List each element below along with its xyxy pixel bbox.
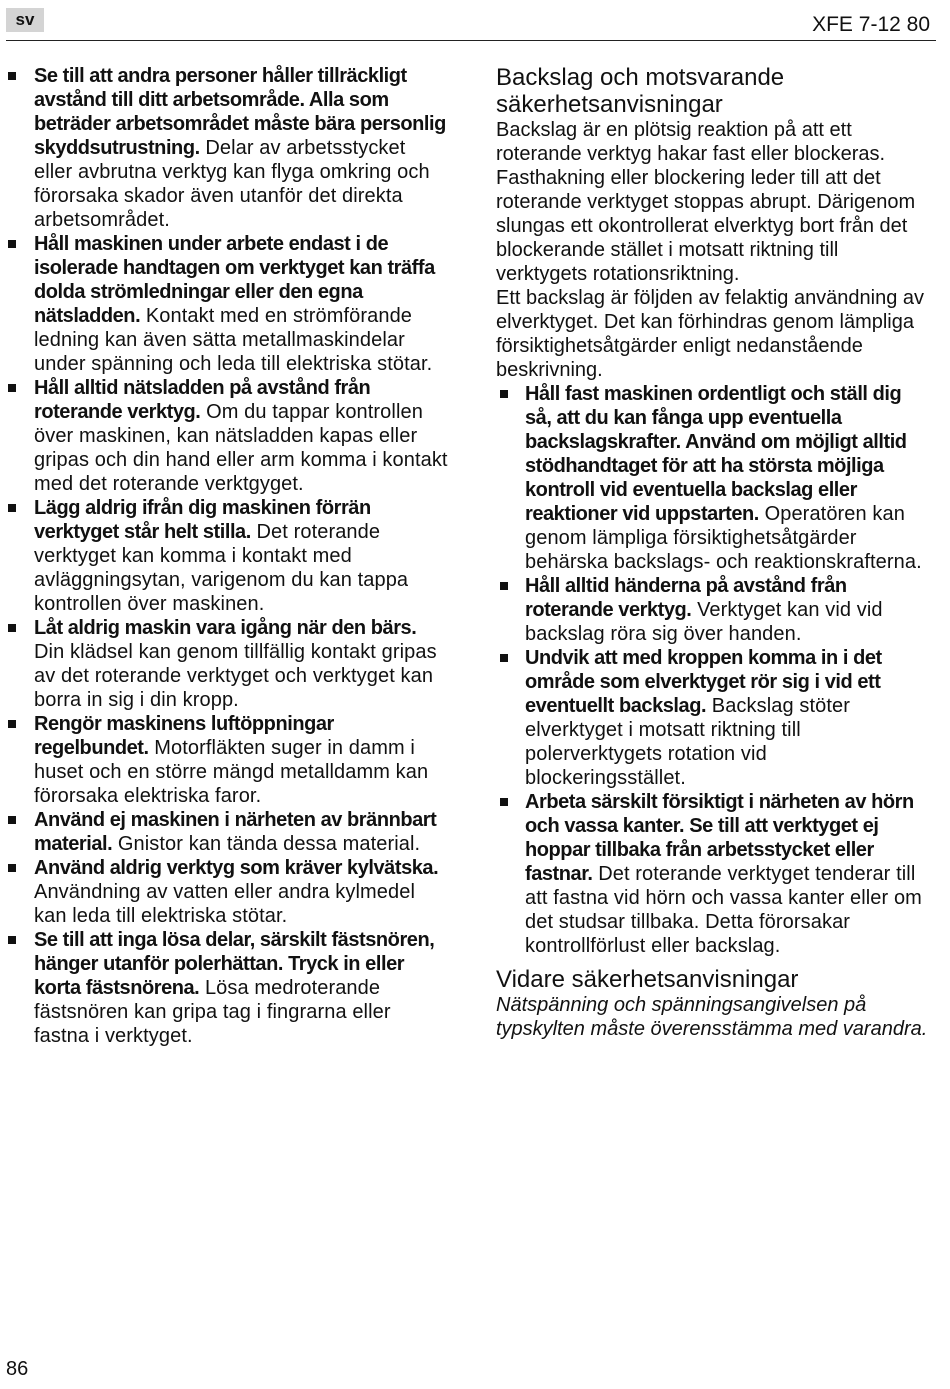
square-bullet-icon — [500, 654, 508, 662]
italic-note: Nätspänning och spänningsangivelsen på typskylten måste överensstämma med varandra. — [496, 994, 928, 1040]
square-bullet-icon — [8, 72, 16, 80]
square-bullet-icon — [8, 624, 16, 632]
square-bullet-icon — [8, 816, 16, 824]
page-number: 86 — [6, 1358, 29, 1380]
right-bullet-list — [496, 382, 932, 958]
list-item: Använd aldrig verktyg som kräver kylvätska. Användning av vatten eller andra kylmedel kan leda till elektriska stötar. — [8, 856, 448, 928]
intro-paragraph: Ett backslag är följden av felaktig användning av elverktyget. Det kan förhindras genom lämpliga försiktighetsåtgärder enligt nedanstående beskrivning. — [496, 287, 925, 381]
list-item: Håll maskinen under arbete endast i de isolerade handtagen om verktyget kan träffa dolda strömledningar eller den egna nätsladden. Kontakt med en strömförande ledning kan även sätta metallmaskindelar under spänning och leda till elektriska stötar. — [8, 232, 448, 376]
list-item: Håll fast maskinen ordentligt och ställ dig så, att du kan fånga upp eventuella backslagskrafter. Använd om möjligt alltid stödhandtaget för att ha största möjliga kontroll vid eventuella backslag eller reaktioner vid uppstarten. Operatören kan genom lämpliga försiktighetsåtgärder behärska backslags- och reaktionskrafterna. — [496, 382, 932, 574]
left-column — [8, 64, 448, 1048]
square-bullet-icon — [8, 864, 16, 872]
square-bullet-icon — [500, 582, 508, 590]
right-column — [496, 64, 932, 1041]
list-item: Håll alltid händerna på avstånd från roterande verktyg. Verktyget kan vid vid backslag röra sig över handen. — [496, 574, 932, 646]
section-heading-kickback: Backslag och motsvarande säkerhetsanvisningar — [496, 64, 785, 118]
list-item: Se till att inga lösa delar, särskilt fästsnören, hänger utanför polerhättan. Tryck in eller korta fästsnörena. Lösa medroterande fästsnören kan gripa tag i fingrarna eller fastna i verktyget. — [8, 928, 448, 1048]
section-heading-further: Vidare säkerhetsanvisningar — [496, 966, 799, 993]
square-bullet-icon — [500, 798, 508, 806]
square-bullet-icon — [8, 720, 16, 728]
square-bullet-icon — [8, 240, 16, 248]
intro-paragraph: Backslag är en plötsig reaktion på att ett roterande verktyg hakar fast eller blockeras. Fasthakning eller blockering leder till att det roterande verktyget stoppas abrupt. Därigenom slungas ett okontrollerat elverktyg bort från det blockerande stället i motsatt riktning till verktygets rotationsriktning. — [496, 119, 916, 285]
square-bullet-icon — [8, 936, 16, 944]
square-bullet-icon — [8, 504, 16, 512]
language-badge: sv — [6, 8, 44, 32]
list-item: Låt aldrig maskin vara igång när den bärs. Din klädsel kan genom tillfällig kontakt gripas av det roterande verktyget och verktyget kan borra in sig i din kropp. — [8, 616, 448, 712]
square-bullet-icon — [8, 384, 16, 392]
list-item: Håll alltid nätsladden på avstånd från roterande verktyg. Om du tappar kontrollen över maskinen, kan nätsladden kapas eller gripas och din hand eller arm komma i kontakt med det roterande verktgyget. — [8, 376, 448, 496]
document-id: XFE 7-12 80 — [812, 13, 930, 36]
list-item: Arbeta särskilt försiktigt i närheten av hörn och vassa kanter. Se till att verktyget ej hoppar tillbaka från arbetsstycket eller fastnar. Det roterande verktyget tenderar till att fastna vid hörn och vassa kanter eller om det studsar tillbaka. Detta förorsakar kontrollförlust eller backslag. — [496, 790, 932, 958]
left-bullet-list — [8, 64, 448, 1048]
list-item: Använd ej maskinen i närheten av brännbart material. Gnistor kan tända dessa material. — [8, 808, 448, 856]
header-divider — [6, 40, 936, 41]
square-bullet-icon — [500, 390, 508, 398]
list-item: Undvik att med kroppen komma in i det område som elverktyget rör sig i vid ett eventuellt backslag. Backslag stöter elverktyget i motsatt riktning till polerverktygets rotation vid blockeringsstället. — [496, 646, 932, 790]
list-item: Se till att andra personer håller tillräckligt avstånd till ditt arbetsområde. Alla som beträder arbetsområdet måste bära personlig skyddsutrustning. Delar av arbetsstycket eller avbrutna verktyg kan flyga omkring och förorsaka skador även utanför det direkta arbetsområdet. — [8, 64, 448, 232]
list-item: Lägg aldrig ifrån dig maskinen förrän verktyget står helt stilla. Det roterande verktyget kan komma i kontakt med avläggningsytan, varigenom du kan tappa kontrollen över maskinen. — [8, 496, 448, 616]
list-item: Rengör maskinens luftöppningar regelbundet. Motorfläkten suger in damm i huset och en större mängd metalldamm kan förorsaka elektriska faror. — [8, 712, 448, 808]
